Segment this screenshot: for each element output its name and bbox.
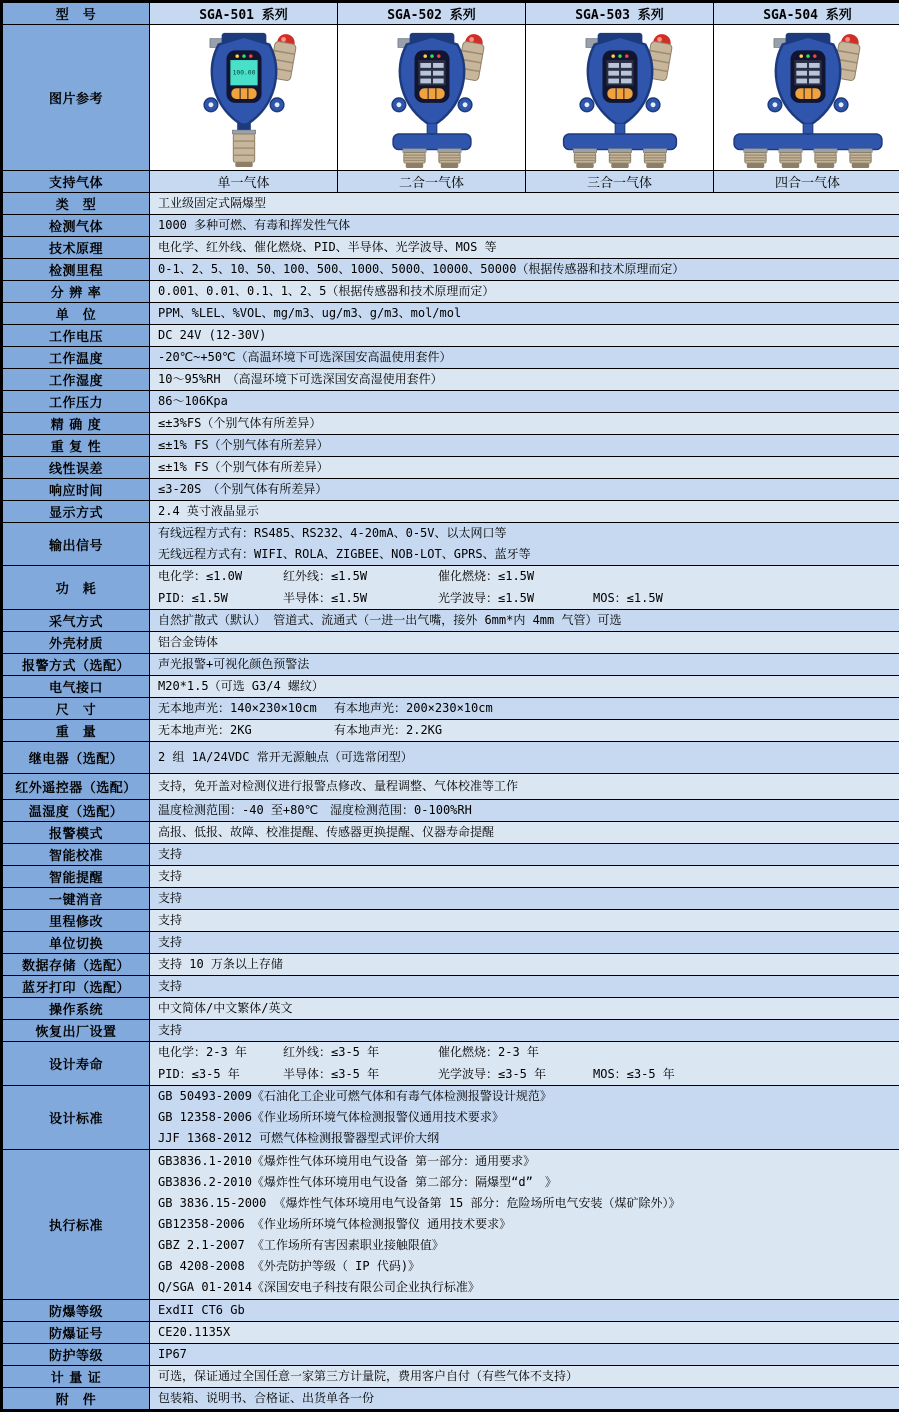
spec-row xyxy=(3,610,899,632)
spec-value xyxy=(150,501,899,523)
spec-row xyxy=(3,237,899,259)
row-label: 防护等级 xyxy=(3,1344,150,1366)
row-label: 一键消音 xyxy=(3,888,150,910)
spec-value-line: 支持，免开盖对检测仪进行报警点修改、量程调整、气体校准等工作 xyxy=(158,776,897,797)
spec-value xyxy=(150,369,899,391)
spec-value xyxy=(150,910,899,932)
row-label: 工作压力 xyxy=(3,391,150,413)
model-header-row xyxy=(3,3,899,25)
spec-value-line: 支持 10 万条以上存储 xyxy=(158,954,897,975)
spec-value-line: 支持 xyxy=(158,866,897,887)
model-header: SGA-501 系列 xyxy=(150,3,338,25)
spec-row xyxy=(3,1322,899,1344)
spec-value xyxy=(150,259,899,281)
spec-value xyxy=(150,742,899,774)
spec-row xyxy=(3,566,899,610)
spec-value-line: GB3836.2-2010《爆炸性气体环境用电气设备 第二部分：隔爆型“d” 》 xyxy=(158,1172,897,1193)
spec-value xyxy=(150,457,899,479)
gas-detector-illustration xyxy=(718,27,898,169)
spec-value-line: -20℃~+50℃（高温环境下可选深国安高温使用套件） xyxy=(158,347,897,368)
spec-value-segment: 无本地声光：140×230×10cm xyxy=(158,698,334,719)
spec-value xyxy=(150,303,899,325)
row-label: 报警方式（选配） xyxy=(3,654,150,676)
row-label: 单 位 xyxy=(3,303,150,325)
spec-table-body xyxy=(3,3,899,1410)
spec-row xyxy=(3,523,899,566)
spec-row xyxy=(3,1020,899,1042)
spec-value xyxy=(150,215,899,237)
row-label: 检测里程 xyxy=(3,259,150,281)
spec-value-line: 支持 xyxy=(158,888,897,909)
spec-row xyxy=(3,479,899,501)
spec-row xyxy=(3,435,899,457)
spec-row xyxy=(3,954,899,976)
spec-row xyxy=(3,391,899,413)
row-label: 计 量 证 xyxy=(3,1366,150,1388)
row-label: 工作电压 xyxy=(3,325,150,347)
spec-row xyxy=(3,1388,899,1410)
spec-value-line: 支持 xyxy=(158,932,897,953)
row-label: 工作温度 xyxy=(3,347,150,369)
spec-value xyxy=(150,698,899,720)
spec-value-line: GB3836.1-2010《爆炸性气体环境用电气设备 第一部分：通用要求》 xyxy=(158,1151,897,1172)
spec-value-line: 支持 xyxy=(158,910,897,931)
spec-row xyxy=(3,632,899,654)
gas-type: 单一气体 xyxy=(150,171,338,193)
spec-value-line: 中文简体/中文繁体/英文 xyxy=(158,998,897,1019)
spec-value xyxy=(150,866,899,888)
spec-table xyxy=(2,2,899,1410)
spec-value-line xyxy=(158,588,897,610)
spec-value-line: ExdII CT6 Gb xyxy=(158,1300,897,1321)
spec-value xyxy=(150,998,899,1020)
model-header: SGA-504 系列 xyxy=(714,3,899,25)
spec-row xyxy=(3,193,899,215)
spec-value-line: 工业级固定式隔爆型 xyxy=(158,193,897,214)
spec-value-line: 支持 xyxy=(158,844,897,865)
spec-value-line: GB 4208-2008 《外壳防护等级（ IP 代码)》 xyxy=(158,1256,897,1277)
spec-value-line xyxy=(158,1064,897,1086)
spec-value xyxy=(150,237,899,259)
spec-value xyxy=(150,1086,899,1150)
spec-value-segment: 有本地声光：200×230×10cm xyxy=(334,698,510,719)
spec-value-item: PID：≤1.5W xyxy=(158,588,283,610)
spec-value-line: JJF 1368-2012 可燃气体检测报警器型式评价大纲 xyxy=(158,1128,897,1149)
spec-value xyxy=(150,888,899,910)
spec-row xyxy=(3,932,899,954)
spec-value xyxy=(150,523,899,566)
row-label: 红外遥控器（选配） xyxy=(3,774,150,800)
gas-detector-illustration xyxy=(342,27,522,169)
spec-value-line: 电化学、红外线、催化燃烧、PID、半导体、光学波导、MOS 等 xyxy=(158,237,897,258)
row-label: 尺 寸 xyxy=(3,698,150,720)
spec-value-item: 半导体：≤1.5W xyxy=(283,588,438,610)
row-label: 恢复出厂设置 xyxy=(3,1020,150,1042)
spec-value xyxy=(150,774,899,800)
row-label-image: 图片参考 xyxy=(3,25,150,171)
spec-value-line: 0-1、2、5、10、50、100、500、1000、5000、10000、50000（根据传感器和技术原理而定） xyxy=(158,259,897,280)
spec-value-line: 支持 xyxy=(158,976,897,997)
spec-value-line: 可选，保证通过全国任意一家第三方计量院，费用客户自付（有些气体不支持） xyxy=(158,1366,897,1387)
row-label: 执行标准 xyxy=(3,1150,150,1300)
spec-row xyxy=(3,413,899,435)
spec-value-line xyxy=(158,1042,897,1064)
spec-value-line: 10～95%RH （高湿环境下可选深国安高湿使用套件） xyxy=(158,369,897,390)
spec-value-item: PID：≤3-5 年 xyxy=(158,1064,283,1086)
device-image-sga-503 xyxy=(526,25,714,171)
spec-value xyxy=(150,844,899,866)
spec-row xyxy=(3,976,899,998)
spec-row xyxy=(3,742,899,774)
spec-row xyxy=(3,888,899,910)
spec-row xyxy=(3,1150,899,1300)
spec-row xyxy=(3,698,899,720)
row-label-gas: 支持气体 xyxy=(3,171,150,193)
row-label: 报警模式 xyxy=(3,822,150,844)
row-label: 操作系统 xyxy=(3,998,150,1020)
spec-row xyxy=(3,501,899,523)
spec-row xyxy=(3,654,899,676)
spec-row xyxy=(3,369,899,391)
row-label: 蓝牙打印（选配） xyxy=(3,976,150,998)
spec-value-item: 红外线：≤1.5W xyxy=(283,566,438,588)
row-label: 防爆证号 xyxy=(3,1322,150,1344)
spec-row xyxy=(3,325,899,347)
spec-value-line: 86～106Kpa xyxy=(158,391,897,412)
spec-row xyxy=(3,676,899,698)
spec-row xyxy=(3,1300,899,1322)
supported-gas-row xyxy=(3,171,899,193)
row-label: 检测气体 xyxy=(3,215,150,237)
spec-value xyxy=(150,193,899,215)
spec-row xyxy=(3,720,899,742)
spec-value xyxy=(150,347,899,369)
spec-value-item: 半导体：≤3-5 年 xyxy=(283,1064,438,1086)
row-label: 精 确 度 xyxy=(3,413,150,435)
spec-value-line xyxy=(158,566,897,588)
gas-detector-illustration xyxy=(530,27,710,169)
row-label: 电气接口 xyxy=(3,676,150,698)
spec-value-line: 有线远程方式有：RS485、RS232、4-20mA、0-5V、以太网口等 xyxy=(158,523,897,544)
row-label: 智能校准 xyxy=(3,844,150,866)
spec-value-item: 光学波导：≤3-5 年 xyxy=(438,1064,593,1086)
spec-value xyxy=(150,632,899,654)
spec-value-item: 电化学：≤1.0W xyxy=(158,566,283,588)
spec-value-line: 包装箱、说明书、合格证、出货单各一份 xyxy=(158,1388,897,1409)
row-label: 附 件 xyxy=(3,1388,150,1410)
spec-value xyxy=(150,325,899,347)
spec-value-line: 2.4 英寸液晶显示 xyxy=(158,501,897,522)
spec-value-line: 1000 多种可燃、有毒和挥发性气体 xyxy=(158,215,897,236)
spec-value xyxy=(150,413,899,435)
row-label: 重 量 xyxy=(3,720,150,742)
spec-row xyxy=(3,281,899,303)
spec-value xyxy=(150,954,899,976)
spec-value-line: 支持 xyxy=(158,1020,897,1041)
device-image-sga-504 xyxy=(714,25,899,171)
spec-value xyxy=(150,1042,899,1086)
spec-value-line: M20*1.5（可选 G3/4 螺纹） xyxy=(158,676,897,697)
spec-value-line: CE20.1135X xyxy=(158,1322,897,1343)
spec-row xyxy=(3,910,899,932)
spec-row xyxy=(3,303,899,325)
row-label: 技术原理 xyxy=(3,237,150,259)
row-label: 重 复 性 xyxy=(3,435,150,457)
spec-value-line: ≤3-20S （个别气体有所差异） xyxy=(158,479,897,500)
spec-value-line: GBZ 2.1-2007 《工作场所有害因素职业接触限值》 xyxy=(158,1235,897,1256)
spec-value-line: 温度检测范围：-40 至+80℃ 湿度检测范围：0-100%RH xyxy=(158,800,897,821)
spec-value-item: MOS：≤3-5 年 xyxy=(593,1064,897,1086)
spec-value-line: ≤±3%FS（个别气体有所差异） xyxy=(158,413,897,434)
spec-row xyxy=(3,215,899,237)
spec-row xyxy=(3,1086,899,1150)
spec-value-line: 0.001、0.01、0.1、1、2、5（根据传感器和技术原理而定） xyxy=(158,281,897,302)
spec-value xyxy=(150,800,899,822)
spec-value-item: 红外线：≤3-5 年 xyxy=(283,1042,438,1064)
spec-value-item xyxy=(593,1042,897,1064)
device-image-sga-502 xyxy=(338,25,526,171)
row-label: 防爆等级 xyxy=(3,1300,150,1322)
model-header: SGA-503 系列 xyxy=(526,3,714,25)
spec-value xyxy=(150,976,899,998)
spec-row xyxy=(3,1042,899,1086)
spec-value-line: 高报、低报、故障、校准提醒、传感器更换提醒、仪器寿命提醒 xyxy=(158,822,897,843)
model-header: SGA-502 系列 xyxy=(338,3,526,25)
spec-value-line: ≤±1% FS（个别气体有所差异） xyxy=(158,435,897,456)
spec-value-item: 光学波导：≤1.5W xyxy=(438,588,593,610)
row-label: 设计标准 xyxy=(3,1086,150,1150)
spec-value-line: 声光报警+可视化颜色预警法 xyxy=(158,654,897,675)
spec-value-line: ≤±1% FS（个别气体有所差异） xyxy=(158,457,897,478)
spec-value xyxy=(150,1388,899,1410)
spec-value xyxy=(150,1322,899,1344)
spec-row xyxy=(3,1344,899,1366)
row-label: 响应时间 xyxy=(3,479,150,501)
row-label: 智能提醒 xyxy=(3,866,150,888)
image-reference-row xyxy=(3,25,899,171)
spec-value xyxy=(150,1300,899,1322)
spec-value xyxy=(150,676,899,698)
spec-value-line: 自然扩散式（默认） 管道式、流通式（一进一出气嘴，接外 6mm*内 4mm 气管）可选 xyxy=(158,610,897,631)
row-label: 显示方式 xyxy=(3,501,150,523)
spec-value-line: GB 3836.15-2000 《爆炸性气体环境用电气设备第 15 部分：危险场所电气安装（煤矿除外）》 xyxy=(158,1193,897,1214)
spec-value-line: GB 12358-2006《作业场所环境气体检测报警仪通用技术要求》 xyxy=(158,1107,897,1128)
spec-value xyxy=(150,435,899,457)
spec-value-line: 2 组 1A/24VDC 常开无源触点（可选常闭型） xyxy=(158,747,897,768)
row-label-model: 型 号 xyxy=(3,3,150,25)
spec-row xyxy=(3,347,899,369)
spec-value-line: 铝合金铸体 xyxy=(158,632,897,653)
gas-detector-illustration xyxy=(154,27,334,169)
spec-value-item: 催化燃烧：≤1.5W xyxy=(438,566,593,588)
row-label: 采气方式 xyxy=(3,610,150,632)
spec-row xyxy=(3,822,899,844)
row-label: 温湿度（选配） xyxy=(3,800,150,822)
spec-value-segment: 无本地声光：2KG xyxy=(158,720,334,741)
spec-row xyxy=(3,998,899,1020)
row-label: 功 耗 xyxy=(3,566,150,610)
spec-value-item xyxy=(593,566,897,588)
spec-value-line: DC 24V (12-30V) xyxy=(158,325,897,346)
spec-value-item: 催化燃烧：2-3 年 xyxy=(438,1042,593,1064)
spec-row xyxy=(3,774,899,800)
spec-value-item: 电化学：2-3 年 xyxy=(158,1042,283,1064)
spec-value xyxy=(150,566,899,610)
spec-value xyxy=(150,822,899,844)
spec-value xyxy=(150,1344,899,1366)
spec-value xyxy=(150,1150,899,1300)
svg-text:100.00: 100.00 xyxy=(232,69,255,76)
spec-row xyxy=(3,866,899,888)
spec-value xyxy=(150,720,899,742)
gas-type: 四合一气体 xyxy=(714,171,899,193)
spec-value-item: MOS：≤1.5W xyxy=(593,588,897,610)
gas-type: 二合一气体 xyxy=(338,171,526,193)
spec-value xyxy=(150,479,899,501)
spec-value-line: 无线远程方式有：WIFI、ROLA、ZIGBEE、NOB-LOT、GPRS、蓝牙等 xyxy=(158,544,897,565)
row-label: 数据存储（选配） xyxy=(3,954,150,976)
row-label: 里程修改 xyxy=(3,910,150,932)
spec-value xyxy=(150,932,899,954)
spec-row xyxy=(3,800,899,822)
row-label: 分 辨 率 xyxy=(3,281,150,303)
spec-row xyxy=(3,457,899,479)
spec-value-line: GB12358-2006 《作业场所环境气体检测报警仪 通用技术要求》 xyxy=(158,1214,897,1235)
gas-type: 三合一气体 xyxy=(526,171,714,193)
row-label: 设计寿命 xyxy=(3,1042,150,1086)
row-label: 继电器（选配） xyxy=(3,742,150,774)
spec-value-line: PPM、%LEL、%VOL、mg/m3、ug/m3、g/m3、mol/mol xyxy=(158,303,897,324)
spec-value xyxy=(150,610,899,632)
spec-value-line: IP67 xyxy=(158,1344,897,1365)
row-label: 外壳材质 xyxy=(3,632,150,654)
spec-value-segment: 有本地声光：2.2KG xyxy=(334,720,510,741)
spec-row xyxy=(3,844,899,866)
spec-value xyxy=(150,281,899,303)
row-label: 线性误差 xyxy=(3,457,150,479)
spec-value-line: GB 50493-2009《石油化工企业可燃气体和有毒气体检测报警设计规范》 xyxy=(158,1086,897,1107)
spec-value xyxy=(150,1020,899,1042)
row-label: 类 型 xyxy=(3,193,150,215)
row-label: 工作湿度 xyxy=(3,369,150,391)
device-image-sga-501 xyxy=(150,25,338,171)
row-label: 输出信号 xyxy=(3,523,150,566)
spec-value-line: Q/SGA 01-2014《深国安电子科技有限公司企业执行标准》 xyxy=(158,1277,897,1298)
row-label: 单位切换 xyxy=(3,932,150,954)
spec-value xyxy=(150,391,899,413)
spec-row xyxy=(3,259,899,281)
spec-value xyxy=(150,654,899,676)
